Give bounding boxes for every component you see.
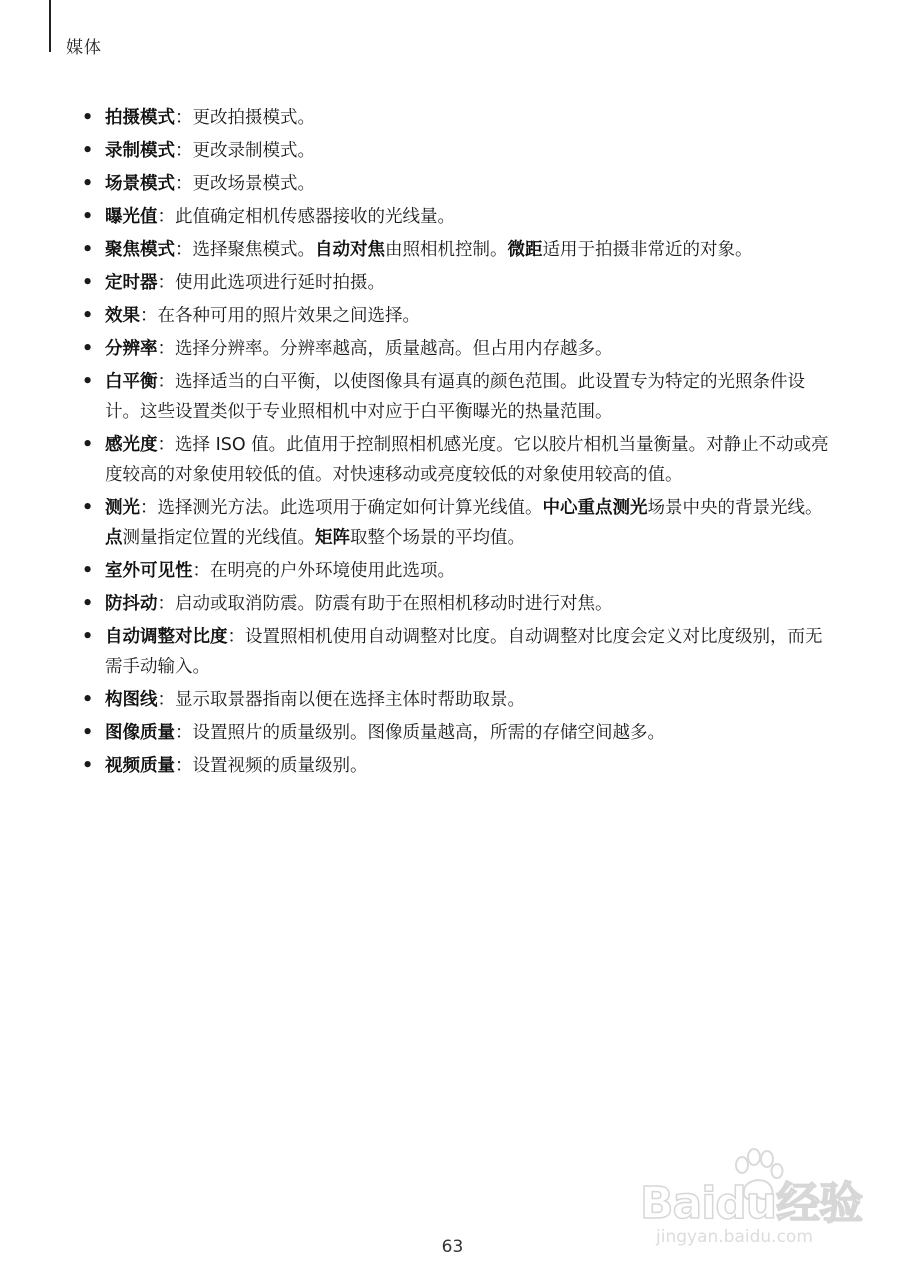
setting-term: 微距 <box>507 240 543 260</box>
list-item <box>80 493 830 553</box>
list-item <box>80 622 830 682</box>
setting-term: 定时器 <box>105 273 158 293</box>
list-item <box>80 103 830 133</box>
bullet-marker: • <box>82 339 94 359</box>
setting-term: 中心重点测光 <box>542 498 648 518</box>
setting-term: 效果 <box>105 306 140 326</box>
bullet-marker: • <box>82 690 94 710</box>
setting-term: 防抖动 <box>105 594 158 614</box>
list-item <box>80 301 830 331</box>
list-item <box>80 268 830 298</box>
setting-term: 测光 <box>105 498 140 518</box>
camera-settings-list <box>80 103 830 784</box>
bullet-marker: • <box>82 273 94 293</box>
bullet-marker: • <box>82 108 94 128</box>
setting-description: 场景中央的背景光线。 <box>647 498 823 518</box>
setting-description: 由照相机控制。 <box>385 240 508 260</box>
bullet-marker: • <box>82 498 94 518</box>
header-divider <box>49 0 51 52</box>
setting-term: 录制模式 <box>105 141 175 161</box>
list-item <box>80 430 830 490</box>
setting-description: ：选择分辨率。分辨率越高，质量越高。但占用内存越多。 <box>157 339 613 359</box>
setting-description: ：更改场景模式。 <box>175 174 315 194</box>
bullet-marker: • <box>82 723 94 743</box>
setting-term: 室外可见性 <box>105 561 193 581</box>
watermark-url: jingyan.baidu.com <box>656 1227 813 1247</box>
setting-description: ：使用此选项进行延时拍摄。 <box>157 273 385 293</box>
setting-term: 聚焦模式 <box>105 240 175 260</box>
list-item <box>80 718 830 748</box>
setting-description: ：更改拍摄模式。 <box>175 108 315 128</box>
setting-description: ：选择适当的白平衡，以使图像具有逼真的颜色范围。此设置专为特定的光照条件设计。这些设置类似于专业照相机中对应于白平衡曝光的热量范围。 <box>105 372 805 422</box>
setting-term: 分辨率 <box>105 339 158 359</box>
setting-term: 点 <box>105 528 123 548</box>
bullet-marker: • <box>82 306 94 326</box>
list-item <box>80 367 830 427</box>
watermark-logo-text: Baidu经验 <box>640 1178 863 1229</box>
setting-term: 视频质量 <box>105 756 175 776</box>
page-number: 63 <box>441 1237 464 1257</box>
bullet-marker: • <box>82 627 94 647</box>
bullet-marker: • <box>82 756 94 776</box>
setting-description: ：此值确定相机传感器接收的光线量。 <box>157 207 455 227</box>
setting-term: 矩阵 <box>315 528 350 548</box>
setting-description: ：设置照相机使用自动调整对比度。自动调整对比度会定义对比度级别，而无需手动输入。 <box>105 627 823 677</box>
setting-term: 图像质量 <box>105 723 175 743</box>
bullet-marker: • <box>82 240 94 260</box>
setting-description: 适用于拍摄非常近的对象。 <box>542 240 753 260</box>
setting-description: 取整个场景的平均值。 <box>350 528 525 548</box>
list-item <box>80 169 830 199</box>
setting-description: ：显示取景器指南以便在选择主体时帮助取景。 <box>157 690 525 710</box>
list-item <box>80 136 830 166</box>
bullet-marker: • <box>82 372 94 392</box>
bullet-marker: • <box>82 141 94 161</box>
setting-description: ：更改录制模式。 <box>175 141 315 161</box>
bullet-marker: • <box>82 594 94 614</box>
bullet-marker: • <box>82 561 94 581</box>
setting-description: ：设置视频的质量级别。 <box>175 756 368 776</box>
list-item <box>80 235 830 265</box>
setting-description: ：选择测光方法。此选项用于确定如何计算光线值。 <box>140 498 543 518</box>
setting-description: ：在明亮的户外环境使用此选项。 <box>192 561 455 581</box>
list-item <box>80 685 830 715</box>
setting-term: 场景模式 <box>105 174 175 194</box>
baidu-watermark <box>640 1155 863 1250</box>
bullet-marker: • <box>82 174 94 194</box>
list-item <box>80 202 830 232</box>
setting-description: ：在各种可用的照片效果之间选择。 <box>140 306 420 326</box>
list-item <box>80 556 830 586</box>
list-item <box>80 334 830 364</box>
setting-description: ：选择聚焦模式。 <box>175 240 315 260</box>
bullet-marker: • <box>82 207 94 227</box>
setting-description: ：选择 ISO 值。此值用于控制照相机感光度。它以胶片相机当量衡量。对静止不动或亮度较高的对象使用较低的值。对快速移动或亮度较低的对象使用较高的值。 <box>105 435 829 485</box>
setting-description: ：启动或取消防震。防震有助于在照相机移动时进行对焦。 <box>157 594 613 614</box>
setting-description: ：设置照片的质量级别。图像质量越高，所需的存储空间越多。 <box>175 723 665 743</box>
setting-term: 感光度 <box>105 435 158 455</box>
setting-term: 曝光值 <box>105 207 158 227</box>
bullet-marker: • <box>82 435 94 455</box>
section-title: 媒体 <box>66 38 102 58</box>
setting-term: 拍摄模式 <box>105 108 175 128</box>
setting-description: 测量指定位置的光线值。 <box>122 528 315 548</box>
setting-term: 构图线 <box>105 690 158 710</box>
list-item <box>80 751 830 781</box>
setting-term: 自动对焦 <box>315 240 385 260</box>
setting-term: 白平衡 <box>105 372 158 392</box>
setting-term: 自动调整对比度 <box>105 627 228 647</box>
list-item <box>80 589 830 619</box>
